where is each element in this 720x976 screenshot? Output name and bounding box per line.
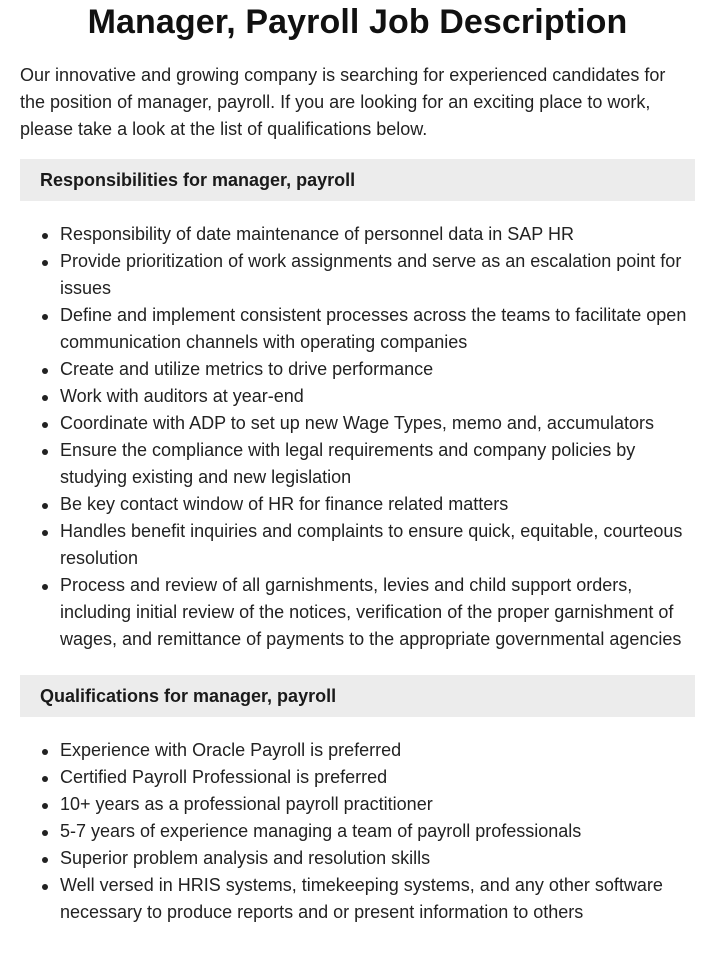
- list-item: [20, 737, 695, 764]
- list-item: [20, 572, 695, 653]
- bullet-icon: [42, 233, 48, 239]
- list-item: [20, 791, 695, 818]
- list-item-text: Define and implement consistent processes across the teams to facilitate open communication channels with operating companies: [60, 305, 687, 352]
- list-item: [20, 437, 695, 491]
- list-item-text: Responsibility of date maintenance of personnel data in SAP HR: [60, 224, 574, 244]
- bullet-icon: [42, 260, 48, 266]
- bullet-icon: [42, 422, 48, 428]
- list-item-text: Be key contact window of HR for finance related matters: [60, 494, 509, 514]
- list-item-text: Work with auditors at year-end: [60, 386, 304, 406]
- list-item: [20, 872, 695, 926]
- list-item-text: 5-7 years of experience managing a team of payroll professionals: [60, 821, 582, 841]
- list-item-text: Provide prioritization of work assignments and serve as an escalation point for issues: [60, 251, 682, 298]
- bullet-icon: [42, 830, 48, 836]
- list-item: [20, 221, 695, 248]
- list-item-text: Superior problem analysis and resolution skills: [60, 848, 431, 868]
- bullet-icon: [42, 449, 48, 455]
- bullet-icon: [42, 530, 48, 536]
- list-item-text: Coordinate with ADP to set up new Wage Types, memo and, accumulators: [60, 413, 654, 433]
- list-item: [20, 302, 695, 356]
- bullet-icon: [42, 314, 48, 320]
- bullet-icon: [42, 776, 48, 782]
- bullet-icon: [42, 884, 48, 890]
- bullet-icon: [42, 503, 48, 509]
- qualifications-heading: Qualifications for manager, payroll: [20, 675, 695, 717]
- bullet-icon: [42, 803, 48, 809]
- section-spacer: [20, 653, 695, 659]
- bullet-icon: [42, 584, 48, 590]
- bullet-icon: [42, 368, 48, 374]
- bullet-icon: [42, 749, 48, 755]
- list-item-text: Create and utilize metrics to drive performance: [60, 359, 434, 379]
- page-title: Manager, Payroll Job Description: [87, 3, 628, 41]
- bullet-icon: [42, 857, 48, 863]
- list-item-text: 10+ years as a professional payroll practitioner: [60, 794, 433, 814]
- list-item-text: Handles benefit inquiries and complaints to ensure quick, equitable, courteous resolution: [60, 521, 683, 568]
- list-item: [20, 410, 695, 437]
- list-item: [20, 383, 695, 410]
- list-item: [20, 356, 695, 383]
- list-item-text: Well versed in HRIS systems, timekeeping systems, and any other software necessary to produce reports and or present information to others: [60, 875, 663, 922]
- list-item: [20, 491, 695, 518]
- list-item: [20, 845, 695, 872]
- list-item-text: Process and review of all garnishments, levies and child support orders, including initial review of the notices, verification of the proper garnishment of wages, and remittance of payments to the appropriate governmental agencies: [60, 575, 682, 649]
- list-item: [20, 764, 695, 791]
- responsibilities-heading: Responsibilities for manager, payroll: [20, 159, 695, 201]
- list-item-text: Ensure the compliance with legal requirements and company policies by studying existing and new legislation: [60, 440, 636, 487]
- list-item: [20, 248, 695, 302]
- list-item-text: Experience with Oracle Payroll is preferred: [60, 740, 402, 760]
- bullet-icon: [42, 395, 48, 401]
- list-item: [20, 818, 695, 845]
- qualifications-list: [20, 737, 695, 926]
- list-item-text: Certified Payroll Professional is preferred: [60, 767, 388, 787]
- intro-paragraph: Our innovative and growing company is searching for experienced candidates for the position of manager, payroll. If you are looking for an exciting place to work, please take a look at the list of qualifications below.: [20, 65, 666, 139]
- list-item: [20, 518, 695, 572]
- responsibilities-list: [20, 221, 695, 653]
